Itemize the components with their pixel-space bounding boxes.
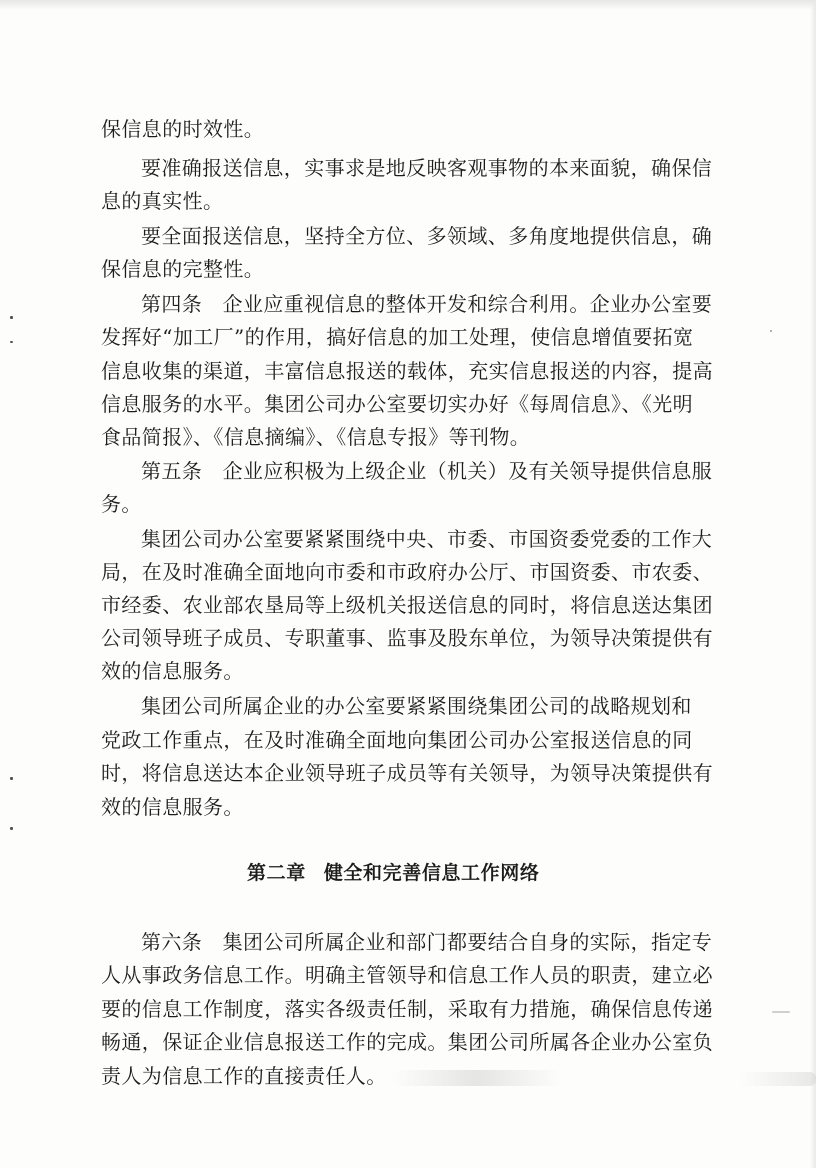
text-line: 党政工作重点，在及时准确全面地向集团公司办公室报送信息的同 bbox=[101, 728, 693, 752]
text-line: 信息服务的水平。集团公司办公室要切实办好《每周信息》、《光明 bbox=[101, 392, 693, 416]
chapter-number: 第二章 bbox=[247, 862, 306, 884]
scan-speck bbox=[10, 316, 13, 319]
scan-speck bbox=[10, 777, 13, 780]
bleed-through-smudge bbox=[740, 1072, 816, 1086]
text-line: 畅通，保证企业信息报送工作的完成。集团公司所属各企业办公室负 bbox=[101, 1030, 713, 1054]
text-line: 公司领导班子成员、专职董事、监事及股东单位，为领导决策提供有 bbox=[101, 626, 713, 650]
chapter-title: 健全和完善信息工作网络 bbox=[323, 862, 540, 884]
text-line: 保信息的完整性。 bbox=[101, 257, 265, 281]
text-line: 集团公司办公室要紧紧围绕中央、市委、市国资委党委的工作大 bbox=[141, 527, 713, 551]
text-line: 食品简报》、《信息摘编》、《信息专报》等刊物。 bbox=[101, 425, 531, 449]
scan-speck bbox=[10, 827, 13, 830]
text-line: 要全面报送信息，坚持全方位、多领域、多角度地提供信息，确 bbox=[141, 224, 713, 248]
scan-speck bbox=[772, 1011, 790, 1013]
text-line: 效的信息服务。 bbox=[101, 795, 244, 819]
scan-speck bbox=[10, 341, 13, 343]
text-line: 务。 bbox=[101, 492, 142, 516]
scan-top-edge-shadow bbox=[0, 0, 816, 10]
text-line: 发挥好“加工厂”的作用，搞好信息的加工处理，使信息增值要拓宽 bbox=[101, 325, 694, 349]
scan-speck bbox=[770, 330, 772, 332]
text-line: 集团公司所属企业的办公室要紧紧围绕集团公司的战略规划和 bbox=[141, 694, 692, 718]
text-line: 保信息的时效性。 bbox=[101, 117, 265, 141]
scan-right-edge-shadow bbox=[810, 0, 816, 1168]
text-line: 息的真实性。 bbox=[101, 189, 224, 213]
text-line: 人从事政务信息工作。明确主管领导和信息工作人员的职责，建立必 bbox=[101, 963, 713, 987]
text-line: 局，在及时准确全面地向市委和市政府办公厅、市国资委、市农委、 bbox=[101, 560, 713, 584]
text-line: 第六条 集团公司所属企业和部门都要结合自身的实际，指定专 bbox=[141, 930, 713, 954]
text-line: 责人为信息工作的直接责任人。 bbox=[101, 1064, 387, 1088]
text-line: 时，将信息送达本企业领导班子成员等有关领导，为领导决策提供有 bbox=[101, 761, 713, 785]
text-line: 第五条 企业应积极为上级企业（机关）及有关领导提供信息服 bbox=[141, 459, 713, 483]
bleed-through-smudge bbox=[392, 1070, 562, 1086]
chapter-heading bbox=[247, 860, 539, 886]
text-line: 市经委、农业部农垦局等上级机关报送信息的同时，将信息送达集团 bbox=[101, 593, 713, 617]
text-line: 要的信息工作制度，落实各级责任制，采取有力措施，确保信息传递 bbox=[101, 997, 713, 1021]
text-line: 第四条 企业应重视信息的整体开发和综合利用。企业办公室要 bbox=[141, 292, 713, 316]
text-line: 要准确报送信息，实事求是地反映客观事物的本来面貌，确保信 bbox=[141, 156, 713, 180]
text-line: 信息收集的渠道，丰富信息报送的载体，充实信息报送的内容，提高 bbox=[101, 359, 713, 383]
text-line: 效的信息服务。 bbox=[101, 659, 244, 683]
